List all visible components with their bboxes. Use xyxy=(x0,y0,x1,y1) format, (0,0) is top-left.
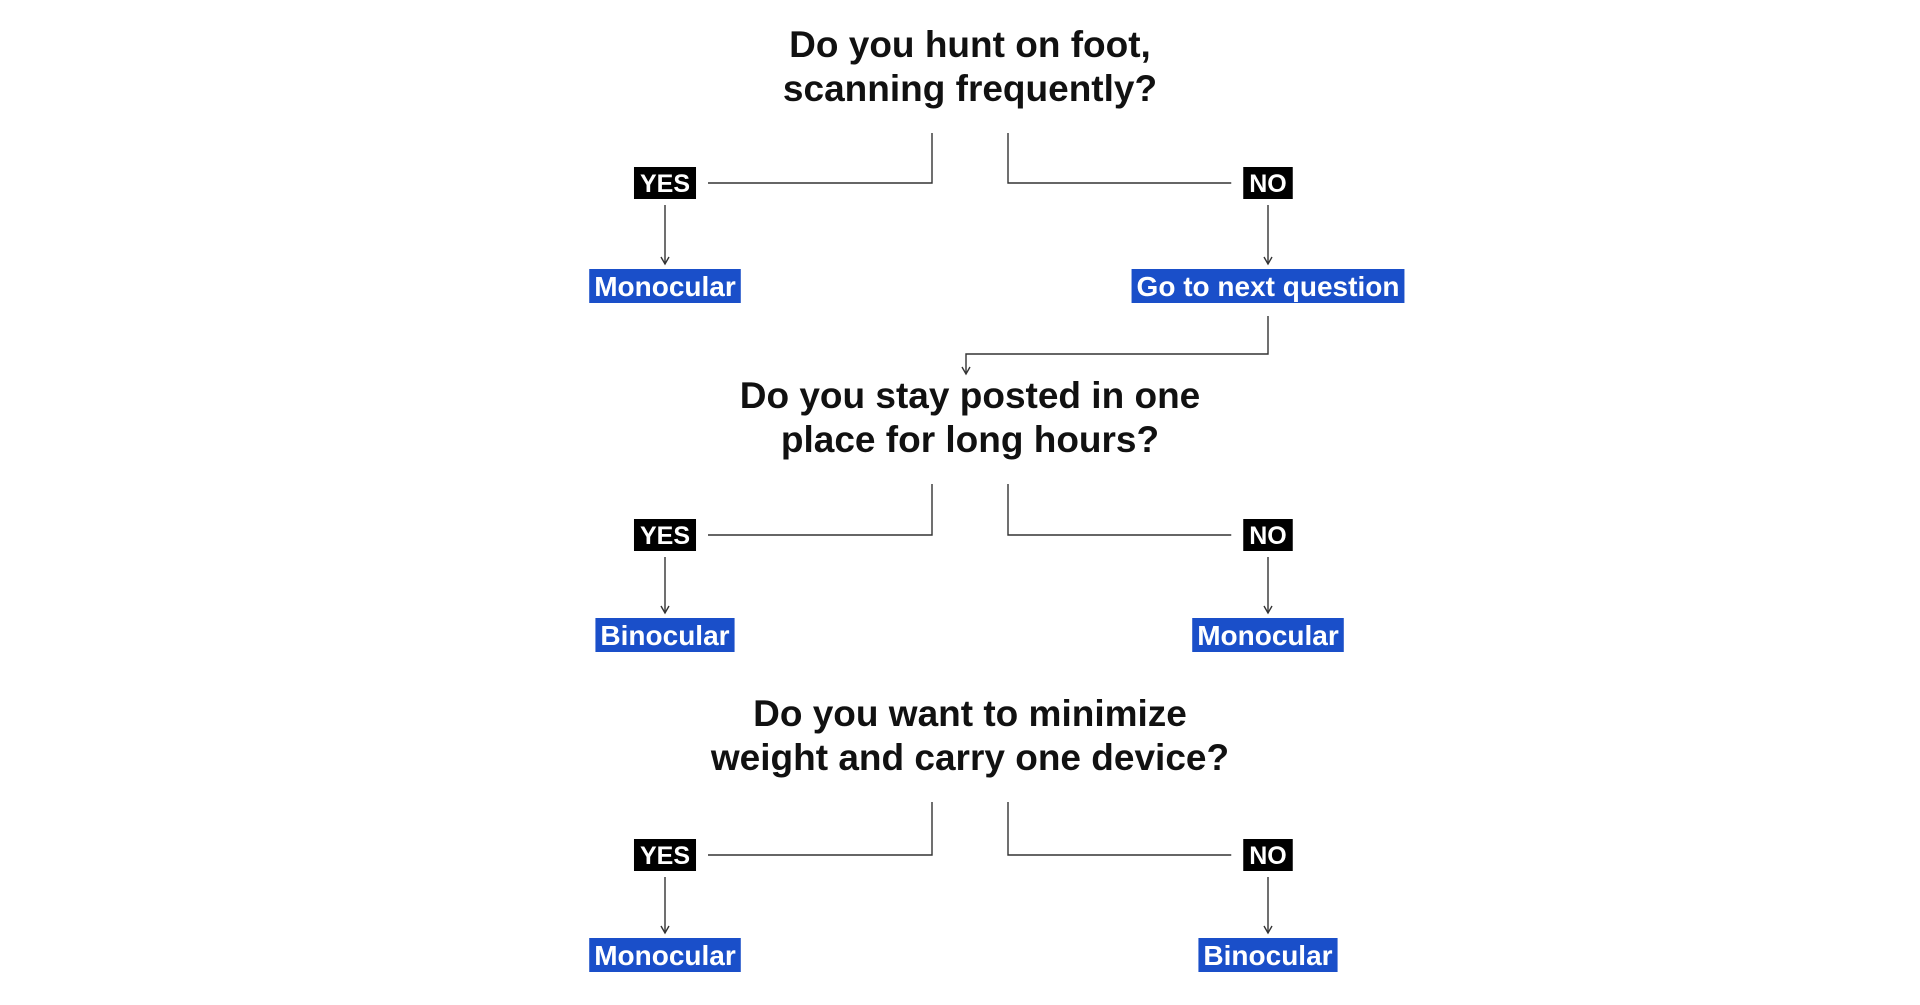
question-1-yes-tag-label: YES xyxy=(639,170,691,198)
question-2-yes-connector xyxy=(708,484,932,535)
question-1-line-2: scanning frequently? xyxy=(782,68,1158,109)
question-3-no-result xyxy=(1198,938,1337,972)
question-2-no-tag xyxy=(1243,519,1293,551)
question-3-yes-tag-label: YES xyxy=(639,842,691,870)
question-1-no-tag xyxy=(1243,167,1293,199)
question-3-no-result-label: Binocular xyxy=(1203,940,1333,971)
question-2-yes-tag xyxy=(634,519,696,551)
question-2-no-tag-label: NO xyxy=(1249,522,1287,550)
question-3-no-tag-label: NO xyxy=(1249,842,1287,870)
question-3-yes-connector xyxy=(708,802,932,855)
question-2-yes-tag-label: YES xyxy=(639,522,691,550)
question-1-line-1: Do you hunt on foot, xyxy=(789,24,1151,65)
question-3-yes-result-label: Monocular xyxy=(594,940,736,971)
question-2-yes-result-label: Binocular xyxy=(600,620,730,651)
next-question-connector xyxy=(966,316,1268,374)
question-3-no-tag xyxy=(1243,839,1293,871)
question-1-yes-tag xyxy=(634,167,696,199)
question-1-no-connector xyxy=(1008,133,1231,183)
question-2-no-result xyxy=(1192,618,1344,652)
question-2-no-result-label: Monocular xyxy=(1197,620,1339,651)
question-1-yes-connector xyxy=(708,133,932,183)
question-1-no-result xyxy=(1132,269,1405,303)
question-3-line-1: Do you want to minimize xyxy=(753,693,1187,734)
question-2-line-1: Do you stay posted in one xyxy=(739,375,1201,416)
question-2-yes-result xyxy=(595,618,734,652)
question-3-line-2: weight and carry one device? xyxy=(710,737,1230,778)
question-3-no-connector xyxy=(1008,802,1231,855)
question-1-yes-result-label: Monocular xyxy=(594,271,736,302)
question-3-yes-tag xyxy=(634,839,696,871)
question-2-line-2: place for long hours? xyxy=(780,419,1160,460)
question-2-no-connector xyxy=(1008,484,1231,535)
question-3-yes-result xyxy=(589,938,741,972)
question-1-no-tag-label: NO xyxy=(1249,170,1287,198)
question-1-yes-result xyxy=(589,269,741,303)
question-1-no-result-label: Go to next question xyxy=(1136,271,1400,302)
